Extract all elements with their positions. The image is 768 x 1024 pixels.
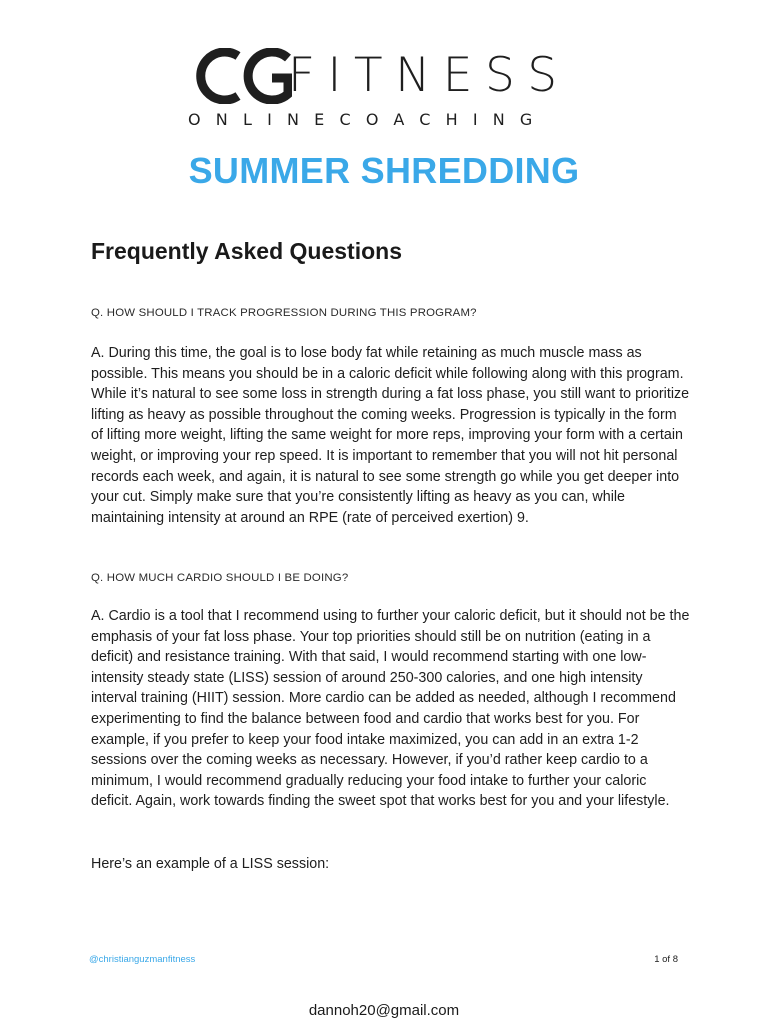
faq-heading: Frequently Asked Questions (91, 238, 402, 264)
faq-question: Q. HOW MUCH CARDIO SHOULD I BE DOING? (91, 572, 349, 584)
footer-social-handle[interactable]: @christianguzmanfitness (89, 954, 196, 965)
faq-answer: A. During this time, the goal is to lose body fat while retaining as much muscle mass as possible. This means you should be in a caloric deficit while following along with this program. While it’s natural to see some loss in strength during a fat loss phase, you still want to prioritize lifting as heavy as possible throughout the coming weeks. Progression is typically in the form of lifting more weight, lifting the same weight for more reps, improving your form with a certain weight, or improving your rep speed. It is important to remember that you will not hit personal records each week, and again, it is natural to see some strength go while you get deeper into your cut. Simply make sure that you’re consistently lifting as heavy as you can, while maintaining intensity at around an RPE (rate of perceived exertion) 9. (91, 345, 690, 526)
page-number: 1 of 8 (654, 954, 678, 965)
email-watermark: dannoh20@gmail.com (308, 1002, 460, 1019)
cg-logo-mark (186, 48, 292, 104)
example-intro: Here’s an example of a LISS session: (91, 856, 330, 872)
brand-logo (186, 44, 586, 134)
document-title: SUMMER SHREDDING (188, 150, 580, 191)
faq-question: Q. HOW SHOULD I TRACK PROGRESSION DURING THIS PROGRAM? (91, 307, 477, 319)
logo-subtitle: ONLINECOACHING (188, 110, 548, 129)
faq-answer: A. Cardio is a tool that I recommend using to further your caloric deficit, but it should not be the emphasis of your fat loss phase. Your top priorities should still be on nutrition (eating in a deficit) and resistance training. With that said, I would recommend starting with one low-intensity steady state (LISS) session of around 250-300 calories, and one high intensity interval training (HIIT) session. More cardio can be added as needed, although I recommend experimenting to find the balance between food and cardio that works best for you. For example, if you prefer to keep your food intake maximized, you can add in an extra 1-2 sessions over the coming weeks as necessary. However, if you’d rather keep cardio to a minimum, I would recommend gradually reducing your food intake to further your caloric deficit. Again, work towards finding the sweet spot that works best for you and your lifestyle. (91, 608, 690, 810)
logo-wordmark: FITNESS (288, 48, 570, 103)
